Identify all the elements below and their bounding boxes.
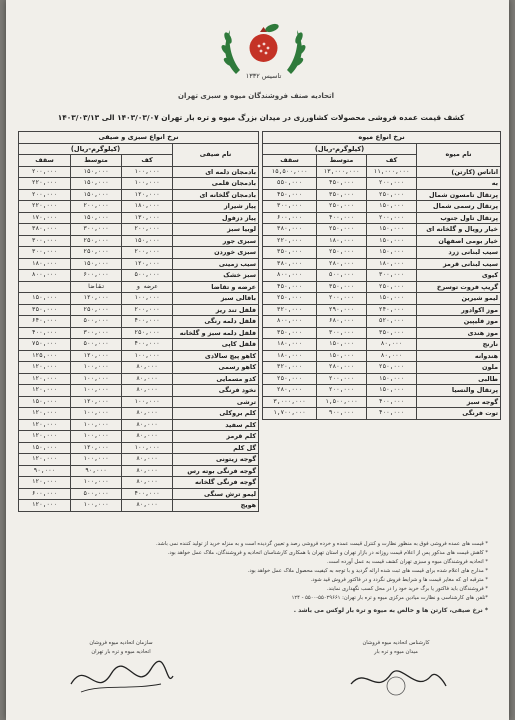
- fruits-min-cell: ۸۰,۰۰۰: [367, 350, 417, 362]
- fruits-max-cell: ۳۵۰,۰۰۰: [263, 327, 317, 339]
- fruits-name-cell: خیار رویال و گلخانه ای: [417, 224, 501, 236]
- fruit-price-table: [262, 131, 501, 420]
- fruits-name-cell: پرتقال تامسون شمال: [417, 189, 501, 201]
- vegetables-name-cell: لوبیا سبز: [173, 224, 259, 236]
- vegetables-name-cell: گل کلم: [173, 442, 259, 454]
- vegetables-name-cell: کاهو پیچ سالادی: [173, 350, 259, 362]
- vegetables-row: [19, 258, 259, 270]
- vegetables-row: [19, 350, 259, 362]
- vegetables-row: [19, 293, 259, 305]
- vegetables-name-cell: عرضه و تقاضا: [173, 281, 259, 293]
- fruits-min-cell: ۲۵۰,۰۰۰: [367, 281, 417, 293]
- vegetables-mid-cell: ۱۰۰,۰۰۰: [71, 373, 122, 385]
- vegetables-min-cell: ۲۰۰,۰۰۰: [122, 224, 173, 236]
- fruits-mid-cell: ۹۰۰,۰۰۰: [317, 408, 367, 420]
- vegetables-row: [19, 166, 259, 178]
- vegetables-mid-cell: ۳۰۰,۰۰۰: [71, 224, 122, 236]
- price-tables: [18, 131, 500, 540]
- fruits-name-cell: موز هندی: [417, 327, 501, 339]
- vegetables-name-cell: نخود فرنگی: [173, 385, 259, 397]
- fruits-min-cell: ۳۰۰,۰۰۰: [367, 270, 417, 282]
- fruit-min-header: کف: [367, 155, 417, 167]
- fruits-min-cell: ۲۵۰,۰۰۰: [367, 189, 417, 201]
- vegetables-name-cell: فلفل دلمه رنگی: [173, 316, 259, 328]
- vegetables-min-cell: ۱۲۰,۰۰۰: [122, 258, 173, 270]
- vegetables-max-cell: ۲۰۰,۰۰۰: [19, 166, 71, 178]
- vegetables-min-cell: ۸۰,۰۰۰: [122, 419, 173, 431]
- fruits-max-cell: ۳۸۰,۰۰۰: [263, 224, 317, 236]
- fruits-row: [263, 316, 501, 328]
- vegetables-max-cell: ۲۲۰,۰۰۰: [19, 178, 71, 190]
- fruits-min-cell: ۱۵۰,۰۰۰: [367, 373, 417, 385]
- vegetables-min-cell: ۲۵۰,۰۰۰: [122, 327, 173, 339]
- vegetables-name-cell: کلم قرمز: [173, 431, 259, 443]
- fruits-min-cell: ۱۵۰,۰۰۰: [367, 385, 417, 397]
- signature-left: [61, 640, 181, 710]
- est-year: تاسیس ۱۳۳۲: [245, 72, 282, 80]
- fruits-mid-cell: ۴۵۰,۰۰۰: [317, 178, 367, 190]
- pomegranate-icon: [250, 34, 278, 62]
- note-line: * مدارج های اعلام شده برای قیمت های ثبت شده ارائه گردید و با توجه به کیفیت محصول ملاک عمل خواهد بود.: [247, 568, 488, 574]
- vegetables-max-cell: ۳۰۰,۰۰۰: [19, 247, 71, 259]
- fruits-name-cell: سیب لبنانی زرد: [417, 247, 501, 259]
- fruits-name-cell: سیب لبنانی قرمز: [417, 258, 501, 270]
- vegetables-name-cell: بادمجان گلخانه ای: [173, 189, 259, 201]
- vegetable-unit-label: (کیلوگرم-ریال): [19, 143, 173, 155]
- vegetables-name-cell: سبز خشک: [173, 270, 259, 282]
- fruits-max-cell: ۸۰۰,۰۰۰: [263, 270, 317, 282]
- fruits-row: [263, 362, 501, 374]
- vegetables-name-cell: کاهو رسمی: [173, 362, 259, 374]
- contact-note: *تلفن های کارشناسی و نظارت میادین مرکزی میوه و تره بار تهران: ۵۵۰۲۹۶۶۱-۵۵۰۰ - ۱۲۴: [291, 595, 488, 601]
- fruits-max-cell: ۲۵۰,۰۰۰: [263, 373, 317, 385]
- fruits-name-cell: گریپ فروت توسرخ: [417, 281, 501, 293]
- note-line: * اتحادیه فروشندگان میوه و سبزی تهران کشف قیمت به عمل آورده است.: [327, 559, 488, 565]
- vegetables-name-cell: سبزی جور: [173, 235, 259, 247]
- fruits-max-cell: ۳۵۰,۰۰۰: [263, 247, 317, 259]
- fruits-mid-cell: ۴۰۰,۰۰۰: [317, 212, 367, 224]
- fruits-mid-cell: ۶۸۰,۰۰۰: [317, 316, 367, 328]
- vegetable-name-header: نام صیفی: [173, 143, 259, 166]
- bold-note: * نرخ صیفی، کارتن ها و خالص به میوه و تره بار لوکس می باشد .: [293, 607, 488, 614]
- vegetables-max-cell: ۱۵۰,۰۰۰: [19, 442, 71, 454]
- vegetables-mid-cell: ۲۵۰,۰۰۰: [71, 247, 122, 259]
- vegetable-section-title: نرخ انواع سبزی و صیفی: [19, 132, 259, 144]
- vegetables-max-cell: ۱۲۰,۰۰۰: [19, 431, 71, 443]
- vegetables-max-cell: ۱۸۰,۰۰۰: [19, 258, 71, 270]
- vegetables-mid-cell: تقاضا: [71, 281, 122, 293]
- vegetables-max-cell: ۱۷۰,۰۰۰: [19, 212, 71, 224]
- vegetables-min-cell: ۱۳۰,۰۰۰: [122, 212, 173, 224]
- vegetables-mid-cell: ۱۵۰,۰۰۰: [71, 212, 122, 224]
- vegetables-name-cell: فلفل تند ریز: [173, 304, 259, 316]
- vegetables-max-cell: ۱۲۰,۰۰۰: [19, 373, 71, 385]
- vegetables-max-cell: ۱۲۰,۰۰۰: [19, 385, 71, 397]
- vegetables-mid-cell: ۲۰۰,۰۰۰: [71, 201, 122, 213]
- vegetables-mid-cell: ۵۰۰,۰۰۰: [71, 488, 122, 500]
- fruit-max-header: سقف: [263, 155, 317, 167]
- vegetables-row: [19, 178, 259, 190]
- vegetables-min-cell: ۱۰۰,۰۰۰: [122, 166, 173, 178]
- fruits-max-cell: ۳۸۰,۰۰۰: [263, 258, 317, 270]
- fruits-row: [263, 350, 501, 362]
- fruits-mid-cell: ۳۵۰,۰۰۰: [317, 281, 367, 293]
- fruits-max-cell: ۶۰۰,۰۰۰: [263, 212, 317, 224]
- vegetables-min-cell: ۴۰۰,۰۰۰: [122, 339, 173, 351]
- vegetables-min-cell: ۸۰,۰۰۰: [122, 408, 173, 420]
- vegetables-name-cell: بادمجان قلمی: [173, 178, 259, 190]
- fruits-mid-cell: ۲۰۰,۰۰۰: [317, 385, 367, 397]
- fruits-mid-cell: ۱۵۰,۰۰۰: [317, 339, 367, 351]
- fruits-row: [263, 339, 501, 351]
- vegetables-mid-cell: ۱۰۰,۰۰۰: [71, 454, 122, 466]
- vegetables-mid-cell: ۱۲۰,۰۰۰: [71, 350, 122, 362]
- vegetables-row: [19, 316, 259, 328]
- fruits-max-cell: ۲۵۰,۰۰۰: [263, 293, 317, 305]
- vegetables-min-cell: ۱۵۰,۰۰۰: [122, 235, 173, 247]
- fruits-row: [263, 385, 501, 397]
- vegetables-max-cell: ۶۴۰,۰۰۰: [19, 316, 71, 328]
- fruits-row: [263, 178, 501, 190]
- fruits-name-cell: نارنج: [417, 339, 501, 351]
- vegetables-max-cell: ۶۰۰,۰۰۰: [19, 488, 71, 500]
- vegetables-name-cell: هویج: [173, 500, 259, 512]
- vegetables-max-cell: ۷۵۰,۰۰۰: [19, 339, 71, 351]
- vegetables-row: [19, 373, 259, 385]
- fruits-mid-cell: ۱۵۰,۰۰۰: [317, 350, 367, 362]
- vegetables-row: [19, 442, 259, 454]
- vegetables-row: [19, 431, 259, 443]
- vegetables-min-cell: ۴۰۰,۰۰۰: [122, 488, 173, 500]
- vegetables-max-cell: ۱۲۰,۰۰۰: [19, 500, 71, 512]
- vegetables-row: [19, 385, 259, 397]
- vegetables-row: [19, 477, 259, 489]
- vegetables-mid-cell: ۱۵۰,۰۰۰: [71, 178, 122, 190]
- vegetables-row: [19, 247, 259, 259]
- fruits-min-cell: ۱۵۰,۰۰۰: [367, 224, 417, 236]
- fruits-min-cell: ۲۵۰,۰۰۰: [367, 362, 417, 374]
- vegetables-row: [19, 488, 259, 500]
- fruits-min-cell: ۱۵۰,۰۰۰: [367, 293, 417, 305]
- fruits-min-cell: ۳۵۰,۰۰۰: [367, 327, 417, 339]
- fruits-row: [263, 166, 501, 178]
- fruits-mid-cell: ۲۸۰,۰۰۰: [317, 258, 367, 270]
- vegetables-row: [19, 201, 259, 213]
- vegetables-mid-cell: ۶۰۰,۰۰۰: [71, 270, 122, 282]
- fruits-name-cell: به: [417, 178, 501, 190]
- fruits-min-cell: ۲۴۰,۰۰۰: [367, 304, 417, 316]
- vegetables-row: [19, 235, 259, 247]
- fruits-name-cell: توت فرنگی: [417, 408, 501, 420]
- fruits-row: [263, 247, 501, 259]
- vegetables-name-cell: فلفل کاپی: [173, 339, 259, 351]
- vegetables-name-cell: ترشی: [173, 396, 259, 408]
- vegetables-min-cell: ۱۰۰,۰۰۰: [122, 442, 173, 454]
- note-line: * قیمت های عمده فروشی فوق به منظور نظارت و کنترل قیمت عمده و خرده فروشی رصد و تعیین گردیده است و به منزله خرید از تولید کننده نمی باشد.: [156, 541, 488, 547]
- vegetables-row: [19, 339, 259, 351]
- vegetables-name-cell: پیاز دزفول: [173, 212, 259, 224]
- vegetables-min-cell: ۱۰۰,۰۰۰: [122, 293, 173, 305]
- vegetables-mid-cell: ۳۰۰,۰۰۰: [71, 327, 122, 339]
- vegetables-row: [19, 224, 259, 236]
- vegetables-name-cell: بادمجان دلمه ای: [173, 166, 259, 178]
- fruits-mid-cell: ۵۰۰,۰۰۰: [317, 270, 367, 282]
- fruit-section-title: نرخ انواع میوه: [263, 132, 501, 144]
- fruits-max-cell: ۱۵,۵۰۰,۰۰۰: [263, 166, 317, 178]
- vegetables-min-cell: ۴۰۰,۰۰۰: [122, 316, 173, 328]
- fruits-mid-cell: ۳۰۰,۰۰۰: [317, 327, 367, 339]
- vegetables-max-cell: ۱۲۰,۰۰۰: [19, 362, 71, 374]
- document-title: کشف قیمت عمده فروشی محصولات کشاورزی در میدان بزرگ میوه و تره بار تهران ۱۴۰۳/۰۳/۰۷ الی ۱۴۰۳/۰۳/۱۳: [57, 113, 465, 122]
- fruits-name-cell: پرتقال تاول جنوب: [417, 212, 501, 224]
- vegetables-mid-cell: ۱۰۰,۰۰۰: [71, 500, 122, 512]
- notes-section: [28, 540, 488, 615]
- vegetables-mid-cell: ۲۵۰,۰۰۰: [71, 235, 122, 247]
- vegetables-min-cell: ۸۰,۰۰۰: [122, 500, 173, 512]
- vegetables-max-cell: ۸۰۰,۰۰۰: [19, 270, 71, 282]
- fruits-min-cell: ۱۵۰,۰۰۰: [367, 247, 417, 259]
- vegetables-min-cell: ۱۲۰,۰۰۰: [122, 189, 173, 201]
- vegetables-row: [19, 304, 259, 316]
- vegetables-name-cell: گوجه فرنگی بوته رس: [173, 465, 259, 477]
- vegetables-mid-cell: ۵۰۰,۰۰۰: [71, 316, 122, 328]
- union-logo: [216, 10, 311, 90]
- vegetable-price-table: [18, 131, 259, 512]
- signature-left-caption: سازمان اتحادیه میوه فروشان: [89, 640, 153, 646]
- vegetables-max-cell: ۹۰,۰۰۰: [19, 465, 71, 477]
- fruits-row: [263, 224, 501, 236]
- fruits-mid-cell: ۲۸۰,۰۰۰: [317, 362, 367, 374]
- fruits-min-cell: ۸۰,۰۰۰: [367, 339, 417, 351]
- vegetables-max-cell: ۳۸۰,۰۰۰: [19, 224, 71, 236]
- fruits-max-cell: ۴۵۰,۰۰۰: [263, 281, 317, 293]
- fruits-max-cell: ۱,۷۰۰,۰۰۰: [263, 408, 317, 420]
- fruits-min-cell: ۱۱,۰۰۰,۰۰۰: [367, 166, 417, 178]
- fruits-name-cell: پرتقال والنسیا: [417, 385, 501, 397]
- vegetables-max-cell: ۱۲۵,۰۰۰: [19, 350, 71, 362]
- vegetables-name-cell: لیمو ترش سنگی: [173, 488, 259, 500]
- vegetables-min-cell: ۸۰,۰۰۰: [122, 431, 173, 443]
- fruits-row: [263, 201, 501, 213]
- vegetables-min-cell: ۲۰۰,۰۰۰: [122, 304, 173, 316]
- fruits-max-cell: ۲۲۰,۰۰۰: [263, 235, 317, 247]
- fruits-row: [263, 293, 501, 305]
- vegetables-max-cell: ۳۵۰,۰۰۰: [19, 304, 71, 316]
- fruits-row: [263, 408, 501, 420]
- vegetables-min-cell: ۸۰,۰۰۰: [122, 465, 173, 477]
- note-line: * مترقبه ای که مغایر قیمت ها و شرایط فروش نگردد و در فاکتور فروش قید شود.: [310, 577, 488, 583]
- vegetables-name-cell: پیاز شیراز: [173, 201, 259, 213]
- vegetables-name-cell: کلم سفید: [173, 419, 259, 431]
- vegetables-row: [19, 408, 259, 420]
- vegetables-mid-cell: ۱۵۰,۰۰۰: [71, 166, 122, 178]
- fruits-max-cell: ۱۸۰,۰۰۰: [263, 339, 317, 351]
- fruits-name-cell: پرتقال رسمی شمال: [417, 201, 501, 213]
- fruits-row: [263, 304, 501, 316]
- vegetables-mid-cell: ۱۰۰,۰۰۰: [71, 408, 122, 420]
- fruits-name-cell: کیوی: [417, 270, 501, 282]
- vegetables-name-cell: گوجه فرنگی گلخانه: [173, 477, 259, 489]
- fruits-min-cell: ۴۰۰,۰۰۰: [367, 408, 417, 420]
- vegetables-row: [19, 419, 259, 431]
- fruits-name-cell: ملون: [417, 362, 501, 374]
- vegetables-mid-cell: ۱۲۰,۰۰۰: [71, 293, 122, 305]
- fruits-max-cell: ۸۰۰,۰۰۰: [263, 316, 317, 328]
- vegetables-min-cell: ۱۰۰,۰۰۰: [122, 178, 173, 190]
- vegetables-mid-cell: ۹۰,۰۰۰: [71, 465, 122, 477]
- vegetables-max-cell: ۲۰۰,۰۰۰: [19, 189, 71, 201]
- fruits-mid-cell: ۳۵۰,۰۰۰: [317, 189, 367, 201]
- fruit-mid-header: متوسط: [317, 155, 367, 167]
- signature-right-caption: کارشناس اتحادیه میوه فروشان: [362, 640, 430, 646]
- vegetables-min-cell: ۸۰,۰۰۰: [122, 454, 173, 466]
- vegetables-min-cell: ۸۰,۰۰۰: [122, 477, 173, 489]
- fruits-mid-cell: ۱۸۰,۰۰۰: [317, 235, 367, 247]
- vegetables-max-cell: ۱۲۰,۰۰۰: [19, 408, 71, 420]
- vegetables-mid-cell: ۵۰۰,۰۰۰: [71, 339, 122, 351]
- vegetables-min-cell: ۸۰,۰۰۰: [122, 385, 173, 397]
- fruits-name-cell: اناناس (کارتن): [417, 166, 501, 178]
- vegetables-row: [19, 281, 259, 293]
- vegetables-min-cell: عرضه و: [122, 281, 173, 293]
- fruits-min-cell: ۱۵۰,۰۰۰: [367, 201, 417, 213]
- fruits-min-cell: ۲۰۰,۰۰۰: [367, 178, 417, 190]
- vegetables-mid-cell: ۲۵۰,۰۰۰: [71, 304, 122, 316]
- vegetables-name-cell: گوجه زیتونی: [173, 454, 259, 466]
- fruits-max-cell: ۴۵۰,۰۰۰: [263, 189, 317, 201]
- fruits-name-cell: خیار بومی اصفهان: [417, 235, 501, 247]
- fruits-min-cell: ۱۵۰,۰۰۰: [367, 235, 417, 247]
- vegetables-name-cell: کلم بروکلی: [173, 408, 259, 420]
- vegetables-mid-cell: ۱۰۰,۰۰۰: [71, 385, 122, 397]
- vegetables-name-cell: کدو مسمایی: [173, 373, 259, 385]
- vegetables-name-cell: باقالی سبز: [173, 293, 259, 305]
- vegetables-max-cell: ۱۵۰,۰۰۰: [19, 396, 71, 408]
- fruits-row: [263, 235, 501, 247]
- vegetables-name-cell: فلفل دلمه سبز و گلخانه: [173, 327, 259, 339]
- fruits-mid-cell: ۲۵۰,۰۰۰: [317, 201, 367, 213]
- fruits-min-cell: ۱۸۰,۰۰۰: [367, 258, 417, 270]
- vegetables-mid-cell: ۱۲۰,۰۰۰: [71, 396, 122, 408]
- fruits-max-cell: ۳,۰۰۰,۰۰۰: [263, 396, 317, 408]
- vegetables-min-cell: ۵۰۰,۰۰۰: [122, 270, 173, 282]
- vegetables-min-cell: ۸۰,۰۰۰: [122, 362, 173, 374]
- vegetables-max-cell: ۱۲۰,۰۰۰: [19, 454, 71, 466]
- fruits-mid-cell: ۲۵۰,۰۰۰: [317, 224, 367, 236]
- vegetable-mid-header: متوسط: [71, 155, 122, 167]
- fruits-min-cell: ۲۰۰,۰۰۰: [367, 212, 417, 224]
- fruits-row: [263, 258, 501, 270]
- fruits-row: [263, 373, 501, 385]
- fruits-max-cell: ۳۲۰,۰۰۰: [263, 362, 317, 374]
- vegetables-row: [19, 212, 259, 224]
- vegetable-min-header: کف: [122, 155, 173, 167]
- vegetables-mid-cell: ۱۵۰,۰۰۰: [71, 189, 122, 201]
- vegetables-max-cell: ۱۲۰,۰۰۰: [19, 477, 71, 489]
- signature-right-subcaption: میدان میوه و تره بار: [374, 649, 418, 655]
- vegetables-name-cell: سیب زمینی: [173, 258, 259, 270]
- signature-scribble-icon: [336, 656, 456, 706]
- fruits-name-cell: هندوانه: [417, 350, 501, 362]
- vegetables-min-cell: ۱۸۰,۰۰۰: [122, 201, 173, 213]
- fruit-name-header: نام میوه: [417, 143, 501, 166]
- union-name: اتحادیه صنف فروشندگان میوه و سبزی تهران: [177, 92, 335, 100]
- vegetables-max-cell: ۱۵۰,۰۰۰: [19, 293, 71, 305]
- vegetables-row: [19, 362, 259, 374]
- fruits-max-cell: ۱۸۰,۰۰۰: [263, 350, 317, 362]
- vegetables-mid-cell: ۱۰۰,۰۰۰: [71, 362, 122, 374]
- vegetables-name-cell: سبزی خوردن: [173, 247, 259, 259]
- vegetables-row: [19, 396, 259, 408]
- vegetables-row: [19, 189, 259, 201]
- fruits-max-cell: ۳۰۰,۰۰۰: [263, 201, 317, 213]
- fruits-row: [263, 270, 501, 282]
- vegetable-max-header: سقف: [19, 155, 71, 167]
- vegetables-min-cell: ۸۰,۰۰۰: [122, 373, 173, 385]
- vegetables-min-cell: ۱۰۰,۰۰۰: [122, 396, 173, 408]
- vegetables-max-cell: [19, 281, 71, 293]
- signature-left-subcaption: اتحادیه میوه و تره بار تهران: [91, 649, 151, 655]
- signature-right: [336, 640, 456, 710]
- fruits-max-cell: ۵۵۰,۰۰۰: [263, 178, 317, 190]
- note-line: * فروشندگان باید فاکتور یا برگ خرید خود را در محل کسب نگهداری نمایند.: [326, 586, 488, 592]
- fruits-min-cell: ۵۲۰,۰۰۰: [367, 316, 417, 328]
- note-line: * کاهش قیمت های مذکور پس از اعلام قیمت روزانه در بازار تهران و استان تهران با همکاری کارشناسان اتحادیه و فروشندگان، ملاک عمل خواهد بود.: [167, 550, 488, 556]
- signature-scribble-icon: [61, 654, 181, 704]
- fruits-max-cell: ۲۸۰,۰۰۰: [263, 385, 317, 397]
- vegetables-mid-cell: ۱۰۰,۰۰۰: [71, 419, 122, 431]
- vegetables-mid-cell: ۱۰۰,۰۰۰: [71, 431, 122, 443]
- fruits-row: [263, 189, 501, 201]
- fruits-name-cell: موز فلیپین: [417, 316, 501, 328]
- vegetables-max-cell: ۳۰۰,۰۰۰: [19, 235, 71, 247]
- vegetables-row: [19, 500, 259, 512]
- fruits-mid-cell: ۱۳,۰۰۰,۰۰۰: [317, 166, 367, 178]
- vegetables-max-cell: ۱۲۰,۰۰۰: [19, 419, 71, 431]
- vegetables-mid-cell: ۱۲۰,۰۰۰: [71, 442, 122, 454]
- fruits-mid-cell: ۱,۵۰۰,۰۰۰: [317, 396, 367, 408]
- vegetables-row: [19, 270, 259, 282]
- fruits-name-cell: لیمو شیرین: [417, 293, 501, 305]
- fruit-unit-label: (کیلوگرم-ریال): [263, 143, 417, 155]
- fruits-mid-cell: ۲۰۰,۰۰۰: [317, 373, 367, 385]
- vegetables-row: [19, 327, 259, 339]
- fruits-mid-cell: ۲۰۰,۰۰۰: [317, 293, 367, 305]
- vegetables-row: [19, 465, 259, 477]
- fruits-max-cell: ۳۲۰,۰۰۰: [263, 304, 317, 316]
- vegetables-max-cell: ۲۲۰,۰۰۰: [19, 201, 71, 213]
- fruits-row: [263, 327, 501, 339]
- fruits-row: [263, 281, 501, 293]
- fruits-name-cell: موز اکوادور: [417, 304, 501, 316]
- vegetables-row: [19, 454, 259, 466]
- price-sheet: [6, 0, 509, 720]
- vegetables-min-cell: ۲۰۰,۰۰۰: [122, 247, 173, 259]
- fruits-mid-cell: ۲۹۰,۰۰۰: [317, 304, 367, 316]
- fruits-min-cell: ۴۰۰,۰۰۰: [367, 396, 417, 408]
- fruits-mid-cell: ۲۵۰,۰۰۰: [317, 247, 367, 259]
- vegetables-mid-cell: ۱۰۰,۰۰۰: [71, 477, 122, 489]
- fruits-name-cell: گوجه سبز: [417, 396, 501, 408]
- vegetables-mid-cell: ۱۵۰,۰۰۰: [71, 258, 122, 270]
- fruits-row: [263, 212, 501, 224]
- vegetables-min-cell: ۱۰۰,۰۰۰: [122, 350, 173, 362]
- fruits-name-cell: طالبی: [417, 373, 501, 385]
- fruits-row: [263, 396, 501, 408]
- vegetables-max-cell: ۴۰۰,۰۰۰: [19, 327, 71, 339]
